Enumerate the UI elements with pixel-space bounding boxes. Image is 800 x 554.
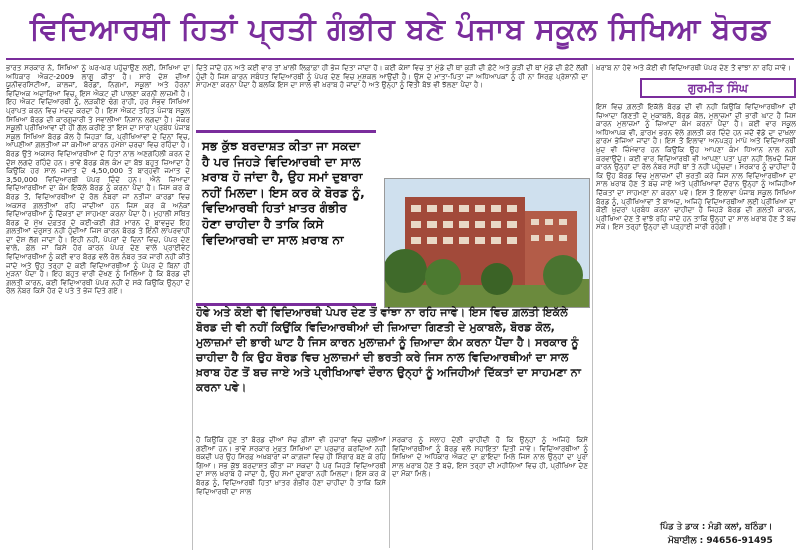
bottom-column-1-text: ਹੈ ਕਿਉਂਕਿ ਹੁਣ ਤਾਂ ਬੋਰਡ ਦੀਆਂ ਸੰਚ ਫ਼ੀਸਾਂ ਵੀ ਹਜ਼ਾਰਾਂ ਵਿਚ ਚਲੀਆਂ ਗਈਆਂ ਹਨ। ਭਾਵੇਂ ਸਰਕਾਰ ਮੁਫ਼ਤ ਸਿਖਿਆ ਦਾ ਪ੍ਰਚਾਰ ਕਰਦਿਆਂ ਨਹੀਂ ਥਕਦੀ ਪਰ ਉਹ ਸਿਰਫ਼ ਅਖ਼ਬਾਰਾਂ ਜਾਂ ਕਾਗ਼ਜ਼ਾਂ ਵਿਚ ਹੀ ਸ਼ਿੰਗਾਰ ਬਣ ਕੇ ਰਹਿ ਗਿਆ। ਸਭ ਕੁੱਝ ਬਰਦਾਸ਼ਤ ਕੀਤਾ ਜਾ ਸਕਦਾ ਹੈ ਪਰ ਜਿਹੜੇ ਵਿਦਿਆਰਥੀ ਦਾ ਸਾਲ ਖ਼ਰਾਬ ਹੋ ਜਾਂਦਾ ਹੈ, ਉਹ ਸਮਾਂ ਦੁਬਾਰਾ ਨਹੀਂ ਮਿਲਦਾ। ਇਸ ਕਰ ਕੇ ਬੋਰਡ ਨੂੰ, ਵਿਦਿਆਰਥੀ ਹਿਤਾਂ ਖ਼ਾਤਰ ਗੰਭੀਰ ਹੋਣਾ ਚਾਹੀਦਾ ਹੈ ਤਾਕਿ ਕਿਸੇ ਵਿਦਿਆਰਥੀ ਦਾ ਸਾਲ bbox=[196, 436, 386, 496]
column-divider bbox=[592, 64, 593, 550]
headline: ਵਿਦਿਆਰਥੀ ਹਿਤਾਂ ਪ੍ਰਤੀ ਗੰਭੀਰ ਬਣੇ ਪੰਜਾਬ ਸਕੂਲ ਸਿਖਿਆ ਬੋਰਡ bbox=[29, 11, 771, 47]
bottom-column-2-text: ਸਰਕਾਰ ਨੂੰ ਸਲਾਹ ਦੇਣੀ ਚਾਹੀਦੀ ਹੈ ਕਿ ਉਨ੍ਹਾਂ ਨੂੰ ਅਜਿਹੇ ਕਿਸੇ ਵਿਦਿਆਰਥੀਆਂ ਨੂੰ ਬੋਰਡ ਵਲੋਂ ਸਹਾਇਤਾ ਦਿਤੀ ਜਾਵੇ। ਵਿਦਿਆਰਥੀਆਂ ਨੂੰ ਸਿਖਿਆ ਦੇ ਅਧਿਕਾਰ ਐਕਟ ਦਾ ਫ਼ਾਇਦਾ ਮਿਲੇ ਜਿਸ ਨਾਲ ਉਨ੍ਹਾਂ ਦਾ ਪੂਰਾ ਸਾਲ ਖ਼ਰਾਬ ਹੋਣ ਤੋਂ ਬਚੇ, ਇਸ ਤਰ੍ਹਾਂ ਦੀ ਮਹੀਨਿਆਂ ਵਿਚ ਹੀ, ਪ੍ਰੀਖਿਆ ਦੇਣ ਦਾ ਮੌਕਾ ਮਿਲੇ। bbox=[392, 436, 588, 479]
school-board-building-photo bbox=[384, 178, 590, 308]
author-byline: ਗੁਰਮੀਤ ਸਿੰਘ bbox=[640, 78, 796, 98]
column-3-body-text: ਇਸ ਵਿਚ ਗ਼ਲਤੀ ਇਕੱਲੇ ਬੋਰਡ ਦੀ ਵੀ ਨਹੀਂ ਕਿਉਂਕਿ ਵਿਦਿਆਰਥੀਆਂ ਦੀ ਜ਼ਿਆਦਾ ਗਿਣਤੀ ਦੇ ਮੁਕਾਬਲੇ, ਬੋਰਡ ਕੋਲ, ਮੁਲਾਜ਼ਮਾਂ ਦੀ ਭਾਰੀ ਘਾਟ ਹੈ ਜਿਸ ਕਾਰਨ ਮੁਲਾਜ਼ਮਾਂ ਨੂੰ ਜ਼ਿਆਦਾ ਕੰਮ ਕਰਨਾ ਪੈਂਦਾ ਹੈ। ਕਈ ਵਾਰ ਸਕੂਲ ਅਧਿਆਪਕ ਵੀ, ਫ਼ਾਰਮ ਭਰਨ ਵੇਲੇ ਗ਼ਲਤੀ ਕਰ ਦਿੰਦੇ ਹਨ ਜਦੋਂ ਵੱਡੇ ਦਾ ਦਾਖ਼ਲਾ ਫ਼ਾਰਮ ਭੇਜਿਆ ਜਾਂਦਾ ਹੈ। ਇਸ ਤੋਂ ਇਲਾਵਾ ਅਨਪੜ੍ਹ ਮਾਪੇ ਅਤੇ ਵਿਦਿਆਰਥੀ ਖ਼ੁਦ ਵੀ ਜ਼ਿੰਮੇਵਾਰ ਹਨ ਕਿਉਂਕਿ ਉਹ ਆਪਣਾ ਕੰਮ ਧਿਆਨ ਨਾਲ ਨਹੀਂ ਕਰਵਾਉਂਦੇ। ਕਈ ਵਾਰ ਵਿਦਿਆਰਥੀ ਵੀ ਆਪਣਾ ਪਤਾ ਪੂਰਾ ਨਹੀਂ ਲਿਖਦੇ ਜਿਸ ਕਾਰਨ ਉਨ੍ਹਾਂ ਦਾ ਰੋਲ ਨੰਬਰ ਸਹੀ ਥਾਂ ਤੇ ਨਹੀਂ ਪਹੁੰਚਦਾ। ਸਰਕਾਰ ਨੂੰ ਚਾਹੀਦਾ ਹੈ ਕਿ ਉਹ ਬੋਰਡ ਵਿਚ ਮੁਲਾਜ਼ਮਾਂ ਦੀ ਭਰਤੀ ਕਰੇ ਜਿਸ ਨਾਲ ਵਿਦਿਆਰਥੀਆਂ ਦਾ ਸਾਲ ਖ਼ਰਾਬ ਹੋਣ ਤੋਂ ਬਚ ਜਾਏ ਅਤੇ ਪ੍ਰੀਖਿਆਵਾਂ ਦੌਰਾਨ ਉਨ੍ਹਾਂ ਨੂੰ ਅਜਿਹੀਆਂ ਦਿੱਕਤਾਂ ਦਾ ਸਾਹਮਣਾ ਨਾ ਕਰਨਾ ਪਵੇ। ਇਸ ਤੋਂ ਇਲਾਵਾ ਪੰਜਾਬ ਸਕੂਲ ਸਿਖਿਆ ਬੋਰਡ ਨੂੰ, ਪ੍ਰੀਖਿਆਵਾਂ ਤੋਂ ਬਾਅਦ, ਅਜਿਹੇ ਵਿਦਿਆਰਥੀਆਂ ਲਈ ਪ੍ਰੀਖਿਆ ਦਾ ਕੋਈ ਖ਼ੁਦਰਾ ਪ੍ਰਬੰਧ ਕਰਨਾ ਚਾਹੀਦਾ ਹੈ ਜਿਹੜੇ ਬੋਰਡ ਦੀ ਗ਼ਲਤੀ ਕਾਰਨ, ਪ੍ਰੀਖਿਆ ਦੇਣ ਤੋਂ ਵਾਂਝੇ ਰਹਿ ਜਾਂਦੇ ਹਨ ਤਾਕਿ ਉਨ੍ਹਾਂ ਦਾ ਸਾਲ ਖ਼ਰਾਬ ਹੋਣ ਤੋਂ ਬਚ ਸਕੇ। ਇਸ ਤਰ੍ਹਾਂ ਉਨ੍ਹਾਂ ਦੀ ਪੜ੍ਹਾਈ ਜਾਰੀ ਰਹੇਗੀ। bbox=[596, 103, 796, 232]
author-mobile: ਮੋਬਾਈਲ : 94656-91495 bbox=[668, 536, 773, 546]
pull-quote-continued: ਹੋਵੇ ਅਤੇ ਕੋਈ ਵੀ ਵਿਦਿਆਰਥੀ ਪੇਪਰ ਦੇਣ ਤੋਂ ਵਾਂਝਾ ਨਾ ਰਹਿ ਜਾਵੇ। ਇਸ ਵਿਚ ਗ਼ਲਤੀ ਇਕੱਲੇ ਬੋਰਡ ਦੀ ਵੀ ਨਹੀਂ ਕਿਉਂਕਿ ਵਿਦਿਆਰਥੀਆਂ ਦੀ ਜ਼ਿਆਦਾ ਗਿਣਤੀ ਦੇ ਮੁਕਾਬਲੇ, ਬੋਰਡ ਕੋਲ, ਮੁਲਾਜ਼ਮਾਂ ਦੀ ਭਾਰੀ ਘਾਟ ਹੈ ਜਿਸ ਕਾਰਨ ਮੁਲਾਜ਼ਮਾਂ ਨੂੰ ਜ਼ਿਆਦਾ ਕੰਮ ਕਰਨਾ ਪੈਂਦਾ ਹੈ। ਸਰਕਾਰ ਨੂੰ ਚਾਹੀਦਾ ਹੈ ਕਿ ਉਹ ਬੋਰਡ ਵਿਚ ਮੁਲਾਜ਼ਮਾਂ ਦੀ ਭਰਤੀ ਕਰੇ ਜਿਸ ਨਾਲ ਵਿਦਿਆਰਥੀਆਂ ਦਾ ਸਾਲ ਖ਼ਰਾਬ ਹੋਣ ਤੋਂ ਬਚ ਜਾਏ ਅਤੇ ਪ੍ਰੀਖਿਆਵਾਂ ਦੌਰਾਨ ਉਨ੍ਹਾਂ ਨੂੰ ਅਜਿਹੀਆਂ ਦਿੱਕਤਾਂ ਦਾ ਸਾਹਮਣਾ ਨਾ ਕਰਨਾ ਪਵੇ। bbox=[196, 306, 581, 394]
column-1-text: ਭਾਰਤ ਸਰਕਾਰ ਨੇ, ਸਿਖਿਆ ਨੂੰ ਘਰ-ਘਰ ਪਹੁੰਚਾਉਣ ਲਈ, ਸਿਖਿਆ ਦਾ ਅਧਿਕਾਰ ਐਕਟ-2009 ਲਾਗੂ ਕੀਤਾ ਹੈ। ਸਾਰੇ ਦੇਸ਼ ਦੀਆਂ ਯੂਨੀਵਰਸਿਟੀਆਂ, ਕਾਲਜਾਂ, ਬੋਰਡਾਂ, ਨਿਗਮਾਂ, ਸਕੂਲਾਂ ਅਤੇ ਹੋਰਨਾਂ ਵਿਦਿਅਕ ਅਦਾਰਿਆਂ ਵਿਚ, ਇਸ ਐਕਟ ਦੀ ਪਾਲਣਾ ਕਰਨੀ ਲਾਜ਼ਮੀ ਹੈ। ਇਹ ਐਕਟ ਵਿਦਿਆਰਥੀ ਨੂੰ, ਲੜਕੀਏ ਢੰਗ ਰਾਹੀਂ, ਹਰ ਸੰਭਵ ਸਿਖਿਆ ਪ੍ਰਾਪਤ ਕਰਨ ਵਿਚ ਮਦਦ ਕਰਦਾ ਹੈ। ਇਸ ਐਕਟ ਤਹਿਤ ਪੰਜਾਬ ਸਕੂਲ ਸਿਖਿਆ ਬੋਰਡ ਦੀ ਕਾਰਗੁਜ਼ਾਰੀ ਤੇ ਸਵਾਲੀਆ ਨਿਸ਼ਾਨ ਲਗਦਾ ਹੈ। ਜੇਕਰ ਸਕੂਲੀ ਪ੍ਰੀਖਿਆਵਾਂ ਦੀ ਹੀ ਗੱਲ ਕਰੀਏ ਤਾਂ ਇਸ ਦਾ ਸਾਰਾ ਪ੍ਰਬੰਧ ਪੰਜਾਬ ਸਕੂਲ ਸਿਖਿਆ ਬੋਰਡ ਕੋਲ ਹੈ ਜਿਹੜਾ ਕਿ, ਪ੍ਰੀਖਿਆਵਾਂ ਦੇ ਦਿਨਾਂ ਵਿਚ, ਆਪਣੀਆਂ ਗ਼ਲਤੀਆਂ ਜਾਂ ਕਮੀਆਂ ਕਾਰਨ ਹਮੇਸ਼ਾ ਚਰਚਾ ਵਿਚ ਰਹਿੰਦਾ ਹੈ। ਬੋਰਡ ਉਤੇ ਅਕਸਰ ਵਿਦਿਆਰਥੀਆਂ ਦੇ ਹਿਤਾਂ ਨਾਲ ਅਣਗਹਿਲੀ ਕਰਨ ਦੇ ਦੋਸ਼ ਲਗਦੇ ਰਹਿੰਦੇ ਹਨ। ਭਾਵੇਂ ਬੋਰਡ ਕੋਲ ਕੰਮ ਦਾ ਬੋਝ ਬਹੁਤ ਜ਼ਿਆਦਾ ਹੈ ਕਿਉਂਕਿ ਹਰ ਸਾਲ ਜਮਾਤ ਦੇ 4,50,000 ਤੇ ਬਾਰ੍ਹਵੀਂ ਜਮਾਤ ਦੇ 3,50,000 ਵਿਦਿਆਰਥੀ ਪੇਪਰ ਦਿੰਦੇ ਹਨ। ਐਨੇ ਜ਼ਿਆਦਾ ਵਿਦਿਆਰਥੀਆਂ ਦਾ ਕੰਮ ਇਕੱਲੇ ਬੋਰਡ ਨੂੰ ਕਰਨਾ ਪੈਂਦਾ ਹੈ। ਜਿਸ ਕਰ ਕੇ ਬੋਰਡ ਤੋਂ, ਵਿਦਿਆਰਥੀਆਂ ਦੇ ਰੋਲ ਨੰਬਰਾਂ ਜਾਂ ਨਤੀਜਾ ਕਾਰਡਾਂ ਵਿਚ ਅਕਸਰ ਗ਼ਲਤੀਆਂ ਰਹਿ ਜਾਂਦੀਆਂ ਹਨ ਜਿਸ ਕਰ ਕੇ ਅਨੇਕਾਂ ਵਿਦਿਆਰਥੀਆਂ ਨੂੰ ਦਿੱਕਤਾਂ ਦਾ ਸਾਹਮਣਾ ਕਰਨਾ ਪੈਂਦਾ ਹੈ। ਮੁਹਾਲੀ ਸਥਿਤ ਬੋਰਡ ਦੇ ਮੁੱਖ ਦਫ਼ਤਰ ਦੇ ਕਈ-ਕਈ ਗੇੜੇ ਮਾਰਨ ਦੇ ਬਾਵਜੂਦ ਇਹ ਗ਼ਲਤੀਆਂ ਦਰੁਸਤ ਨਹੀਂ ਹੁੰਦੀਆਂ ਜਿਸ ਕਾਰਨ ਬੋਰਡ ਤੇ ਇੰਨੀ ਲਾਪਰਵਾਹੀ ਦਾ ਦੋਸ਼ ਲੱਗ ਜਾਂਦਾ ਹੈ। ਇਹੀ ਨਹੀਂ, ਪੇਪਰਾਂ ਦੇ ਦਿਨਾਂ ਵਿਚ, ਪੇਪਰ ਦੇਣ ਵਾਲੇ, ਫ਼ੇਲ ਜਾਂ ਕਿਸੇ ਹੋਰ ਕਾਰਨ ਪੇਪਰ ਦੇਣ ਵਾਲੇ ਪ੍ਰਾਈਵੇਟ ਵਿਦਿਆਰਥੀਆਂ ਨੂੰ ਕਈ ਵਾਰ ਬੋਰਡ ਵਲੋਂ ਰੋਲ ਨੰਬਰ ਤਕ ਜਾਰੀ ਨਹੀਂ ਕੀਤੇ ਜਾਂਦੇ ਅਤੇ ਉਹ ਤਰ੍ਹਾਂ ਦੇ ਕਈ ਵਿਦਿਆਰਥੀਆਂ ਨੂੰ ਪੇਪਰ ਦੇ ਬਿਨਾਂ ਹੀ ਮੁੜਨਾ ਪੈਂਦਾ ਹੈ। ਇਹ ਬਹੁਤ ਵਾਰੀ ਦੇਖਣ ਨੂੰ ਮਿਲਿਆ ਹੈ ਕਿ ਬੋਰਡ ਦੀ ਗ਼ਲਤੀ ਕਾਰਨ, ਕਈ ਵਿਦਿਆਰਥੀ ਪੇਪਰ ਨਹੀਂ ਦੇ ਸਕੇ ਕਿਉਂਕਿ ਉਨ੍ਹਾਂ ਦੇ ਰੋਲ ਨੰਬਰ ਕਿਸੇ ਹੋਰ ਦੇ ਪਤੇ ਤੇ ਭੇਜ ਦਿਤੇ ਗਏ। bbox=[6, 64, 190, 296]
column-divider bbox=[389, 436, 390, 548]
column-3-top-text: ਖ਼ਰਾਬ ਨਾ ਹੋਵੇ ਅਤੇ ਕੋਈ ਵੀ ਵਿਦਿਆਰਥੀ ਪੇਪਰ ਦੇਣ ਤੋਂ ਵਾਂਝਾ ਨਾ ਰਹਿ ਜਾਵੇ। bbox=[596, 64, 791, 72]
author-address: ਪਿੰਡ ਤੇ ਡਾਕ : ਮੰਡੀ ਕਲਾਂ, ਬਠਿੰਡਾ। bbox=[660, 522, 773, 532]
column-divider bbox=[192, 64, 193, 550]
column-2-top-text: ਦਿਤੇ ਜਾਂਦੇ ਹਨ ਅਤੇ ਕਈ ਵਾਰ ਤਾਂ ਖ਼ਾਲੀ ਲਿਫ਼ਾਫ਼ਾ ਹੀ ਭੇਜ ਦਿਤਾ ਜਾਂਦਾ ਹੈ। ਕਈ ਕੇਸਾਂ ਵਿਚ ਤਾਂ ਮੁੰਡੇ ਦੀ ਥਾਂ ਕੁੜੀ ਦੀ ਫ਼ੋਟੋ ਅਤੇ ਕੁੜੀ ਦੀ ਥਾਂ ਮੁੰਡੇ ਦੀ ਫ਼ੋਟੋ ਲੱਗੀ ਹੁੰਦੀ ਹੈ ਜਿਸ ਕਾਰਨ ਸਬੰਧਤ ਵਿਦਿਆਰਥੀ ਨੂੰ ਪੇਪਰ ਦੇਣ ਵਿਚ ਮੁਸ਼ਕਲ ਆਉਂਦੀ ਹੈ। ਉਸ ਦੇ ਮਾਤਾ-ਪਿਤਾ ਜਾਂ ਅਧਿਆਪਕਾਂ ਨੂੰ ਹੀ ਨਾ ਸਿਰਫ਼ ਪ੍ਰੇਸ਼ਾਨੀ ਦਾ ਸਾਹਮਣਾ ਕਰਨਾ ਪੈਂਦਾ ਹੈ ਬਲਕਿ ਇਸ ਦਾ ਸਾਲ ਵੀ ਖ਼ਰਾਬ ਹੋ ਜਾਂਦਾ ਹੈ ਅਤੇ ਉਨ੍ਹਾਂ ਨੂੰ ਵਿੱਤੀ ਬੋਝ ਵੀ ਝੱਲਣਾ ਪੈਂਦਾ ਹੈ। bbox=[196, 64, 588, 90]
pull-quote: ਸਭ ਕੁੱਝ ਬਰਦਾਸ਼ਤ ਕੀਤਾ ਜਾ ਸਕਦਾ ਹੈ ਪਰ ਜਿਹੜੇ ਵਿਦਿਆਰਥੀ ਦਾ ਸਾਲ ਖ਼ਰਾਬ ਹੋ ਜਾਂਦਾ ਹੈ, ਉਹ ਸਮਾਂ ਦੁਬਾਰਾ ਨਹੀਂ ਮਿਲਦਾ। ਇਸ ਕਰ ਕੇ ਬੋਰਡ ਨੂੰ, ਵਿਦਿਆਰਥੀ ਹਿਤਾਂ ਖ਼ਾਤਰ ਗੰਭੀਰ ਹੋਣਾ ਚਾਹੀਦਾ ਹੈ ਤਾਕਿ ਕਿਸੇ ਵਿਦਿਆਰਥੀ ਦਾ ਸਾਲ ਖ਼ਰਾਬ ਨਾ bbox=[196, 130, 376, 306]
headline-rule bbox=[6, 58, 794, 60]
